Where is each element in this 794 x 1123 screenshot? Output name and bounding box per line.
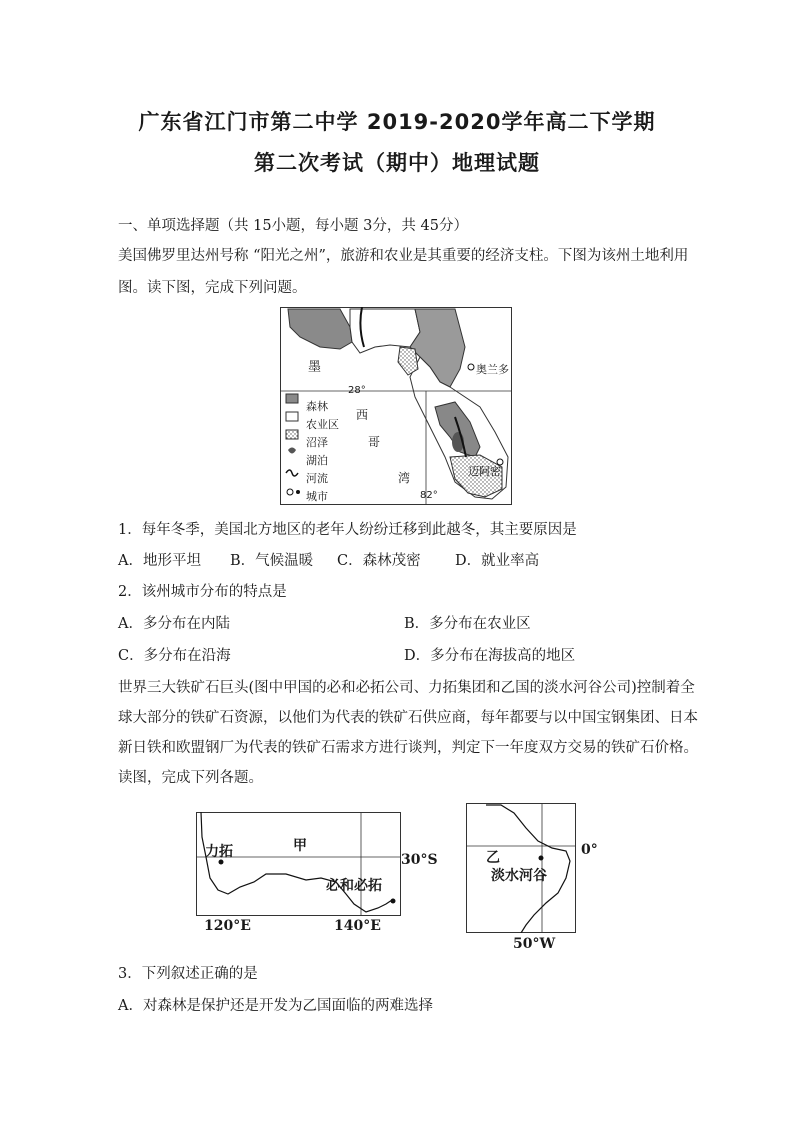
- page-title-line2: 第二次考试（期中）地理试题: [254, 151, 540, 175]
- page-title-line1: 广东省江门市第二中学 2019-2020学年高二下学期: [138, 110, 656, 134]
- gulf-label: 西: [356, 408, 369, 422]
- longitude-label: 50°W: [513, 936, 556, 952]
- legend-label-lake: 湖泊: [306, 454, 328, 467]
- section-heading: 一、单项选择题（共 15小题，每小题 3分，共 45分）: [118, 218, 468, 234]
- city-marker: [539, 856, 544, 861]
- legend-label-river: 河流: [306, 472, 328, 485]
- q1-option-d: D．就业率高: [455, 553, 540, 569]
- latitude-label: 0°: [581, 842, 598, 858]
- city-marker: [391, 899, 396, 904]
- gulf-label: 湾: [398, 471, 411, 485]
- passage-text: 球大部分的铁矿石资源，以他们为代表的铁矿石供应商，每年都要与以中国宝钢集团、日本: [118, 710, 698, 726]
- q1-option-b: B．气候温暖: [230, 553, 314, 569]
- legend-label-farmland: 农业区: [306, 418, 339, 431]
- intro-text: 美国佛罗里达州号称 “阳光之州”，旅游和农业是其重要的经济支柱。下图为该州土地利用: [118, 248, 689, 264]
- q2-option-a: A．多分布在内陆: [118, 616, 230, 632]
- country-label-yi: 乙: [486, 850, 500, 866]
- passage-text: 新日铁和欧盟钢厂为代表的铁矿石需求方进行谈判，判定下一年度双方交易的铁矿石价格。: [118, 740, 698, 756]
- q1-option-c: C．森林茂密: [337, 553, 421, 569]
- country-label-jia: 甲: [293, 838, 307, 854]
- legend-label-swamp: 沼泽: [306, 436, 328, 449]
- longitude-label: 82°: [420, 490, 438, 501]
- company-label-rio-tinto: 力拓: [205, 844, 233, 860]
- question-2-stem: 2．该州城市分布的特点是: [118, 584, 287, 600]
- passage-text: 世界三大铁矿石巨头(图中甲国的必和必拓公司、力拓集团和乙国的淡水河谷公司)控制着全: [118, 680, 695, 696]
- city-label-orlando: 奥兰多: [476, 363, 509, 376]
- gulf-label: 墨: [308, 360, 322, 375]
- q2-option-c: C．多分布在沿海: [118, 648, 231, 664]
- legend-label-city: 城市: [306, 490, 328, 503]
- australia-map: [196, 812, 401, 916]
- question-1-stem: 1．每年冬季，美国北方地区的老年人纷纷迁移到此越冬，其主要原因是: [118, 522, 577, 538]
- q2-option-d: D．多分布在海拔高的地区: [404, 648, 576, 664]
- city-label-miami: 迈阿密: [468, 465, 501, 478]
- q1-option-a: A．地形平坦: [118, 553, 201, 569]
- latitude-label: 28°: [348, 385, 366, 396]
- longitude-label: 120°E: [204, 918, 251, 934]
- intro-text: 图。读下图，完成下列问题。: [118, 280, 307, 296]
- latitude-label: 30°S: [401, 852, 438, 868]
- company-label-bhp: 必和必拓: [326, 878, 382, 894]
- company-label-vale: 淡水河谷: [491, 868, 547, 884]
- legend-label-forest: 森林: [306, 400, 328, 413]
- q2-option-b: B．多分布在农业区: [404, 616, 531, 632]
- longitude-label: 140°E: [334, 918, 381, 934]
- question-3-stem: 3．下列叙述正确的是: [118, 966, 258, 982]
- passage-text: 读图，完成下列各题。: [118, 770, 263, 786]
- q3-option-a: A．对森林是保护还是开发为乙国面临的两难选择: [118, 998, 433, 1014]
- gulf-label: 哥: [368, 435, 381, 449]
